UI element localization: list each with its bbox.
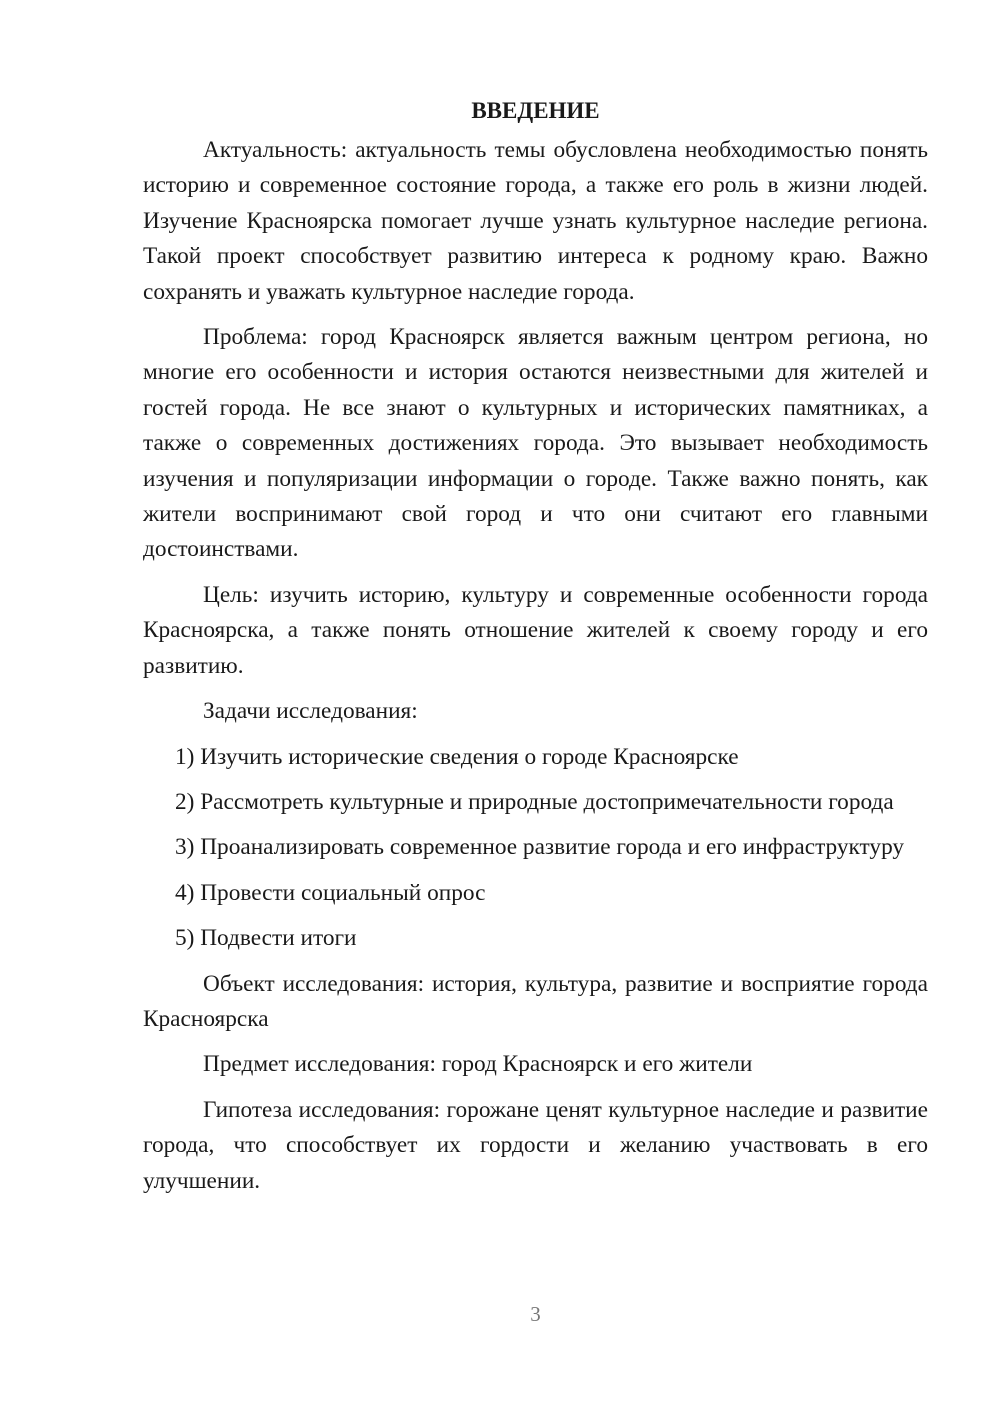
object-paragraph: Объект исследования: история, культура, развитие и восприятие города Красноярска [143, 970, 928, 1032]
task-item: 3) Проанализировать современное развитие города и его инфраструктуру [175, 834, 905, 861]
task-item: 5) Подвести итоги [175, 925, 357, 952]
tasks-heading: Задачи исследования: [203, 698, 418, 725]
page-number: 3 [530, 1302, 541, 1326]
problem-paragraph: Проблема: город Красноярск является важным центром региона, но многие его особенности и история остаются неизвестными для жителей и гостей города. Не все знают о культурных и исторических памятниках, а также о современных достижениях города. Это вызывает необходимость изучения и популяризации информации о городе. Также важно понять, как жители воспринимают свой город и что они считают его главными достоинствами. [143, 324, 928, 563]
task-item: 4) Провести социальный опрос [175, 879, 486, 906]
task-item: 2) Рассмотреть культурные и природные достопримечательности города [175, 788, 894, 815]
goal-paragraph: Цель: изучить историю, культуру и современные особенности города Красноярска, а также понять отношение жителей к своему городу и его развитию. [143, 581, 928, 679]
section-title: ВВЕДЕНИЕ [471, 98, 600, 123]
document-page [143, 93, 928, 1209]
hypothesis-paragraph: Гипотеза исследования: горожане ценят культурное наследие и развитие города, что способствует их гордости и желанию участвовать в его улучшении. [143, 1096, 928, 1194]
subject-paragraph: Предмет исследования: город Красноярск и его жители [203, 1051, 753, 1078]
relevance-paragraph: Актуальность: актуальность темы обусловлена необходимостью понять историю и современное состояние города, а также его роль в жизни людей. Изучение Красноярска помогает лучше узнать культурное наследие региона. Такой проект способствует развитию интереса к родному краю. Важно сохранять и уважать культурное наследие города. [143, 137, 928, 305]
task-item: 1) Изучить исторические сведения о городе Красноярске [175, 743, 739, 770]
